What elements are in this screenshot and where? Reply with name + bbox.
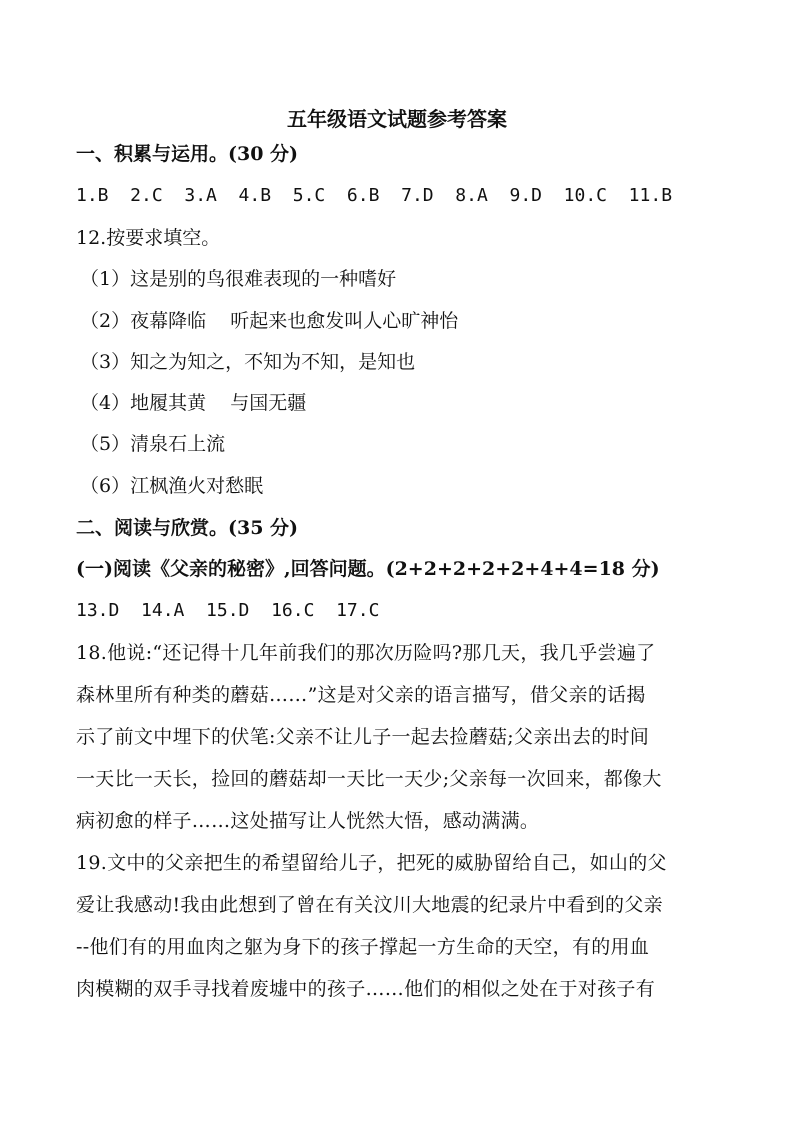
q18-line: 森林里所有种类的蘑菇……”这是对父亲的语言描写，借父亲的话揭 (76, 684, 646, 706)
q18-line: 示了前文中埋下的伏笔:父亲不让儿子一起去捡蘑菇;父亲出去的时间 (76, 726, 650, 748)
q18-line: 18.他说:“还记得十几年前我们的那次历险吗?那几天，我几乎尝遍了 (76, 642, 656, 664)
reading-1-heading: (一)阅读《父亲的秘密》,回答问题。(2+2+2+2+2+4+4=18 分) (76, 558, 660, 580)
q12-item: （2）夜幕降临 听起来也愈发叫人心旷神怡 (80, 310, 459, 332)
q12-label: 12.按要求填空。 (76, 227, 221, 249)
q18-line: 一天比一天长，捡回的蘑菇却一天比一天少;父亲每一次回来，都像大 (76, 768, 662, 790)
q12-item: （6）江枫渔火对愁眠 (80, 475, 264, 497)
q18-line: 病初愈的样子……这处描写让人恍然大悟，感动满满。 (76, 810, 540, 832)
q12-item: （1）这是别的鸟很难表现的一种嗜好 (80, 268, 397, 290)
page-title: 五年级语文试题参考答案 (287, 107, 507, 131)
q19-line: 爱让我感动!我由此想到了曾在有关汶川大地震的纪录片中看到的父亲 (76, 894, 663, 916)
q12-item: （4）地履其黄 与国无疆 (80, 392, 307, 414)
section-2-mcq-answers: 13.D 14.A 15.D 16.C 17.C (76, 600, 380, 621)
q12-item: （5）清泉石上流 (80, 433, 226, 455)
q19-line: --他们有的用血肉之躯为身下的孩子撑起一方生命的天空，有的用血 (76, 936, 650, 958)
q19-line: 肉模糊的双手寻找着废墟中的孩子……他们的相似之处在于对孩子有 (76, 978, 656, 1000)
q19-line: 19.文中的父亲把生的希望留给儿子，把死的威胁留给自己，如山的父 (76, 852, 667, 874)
q12-item: （3）知之为知之，不知为不知，是知也 (80, 351, 416, 373)
section-1-heading: 一、积累与运用。(30 分) (76, 143, 299, 165)
section-2-heading: 二、阅读与欣赏。(35 分) (76, 517, 299, 539)
section-1-mcq-answers: 1.B 2.C 3.A 4.B 5.C 6.B 7.D 8.A 9.D 10.C 11.B (76, 185, 673, 206)
